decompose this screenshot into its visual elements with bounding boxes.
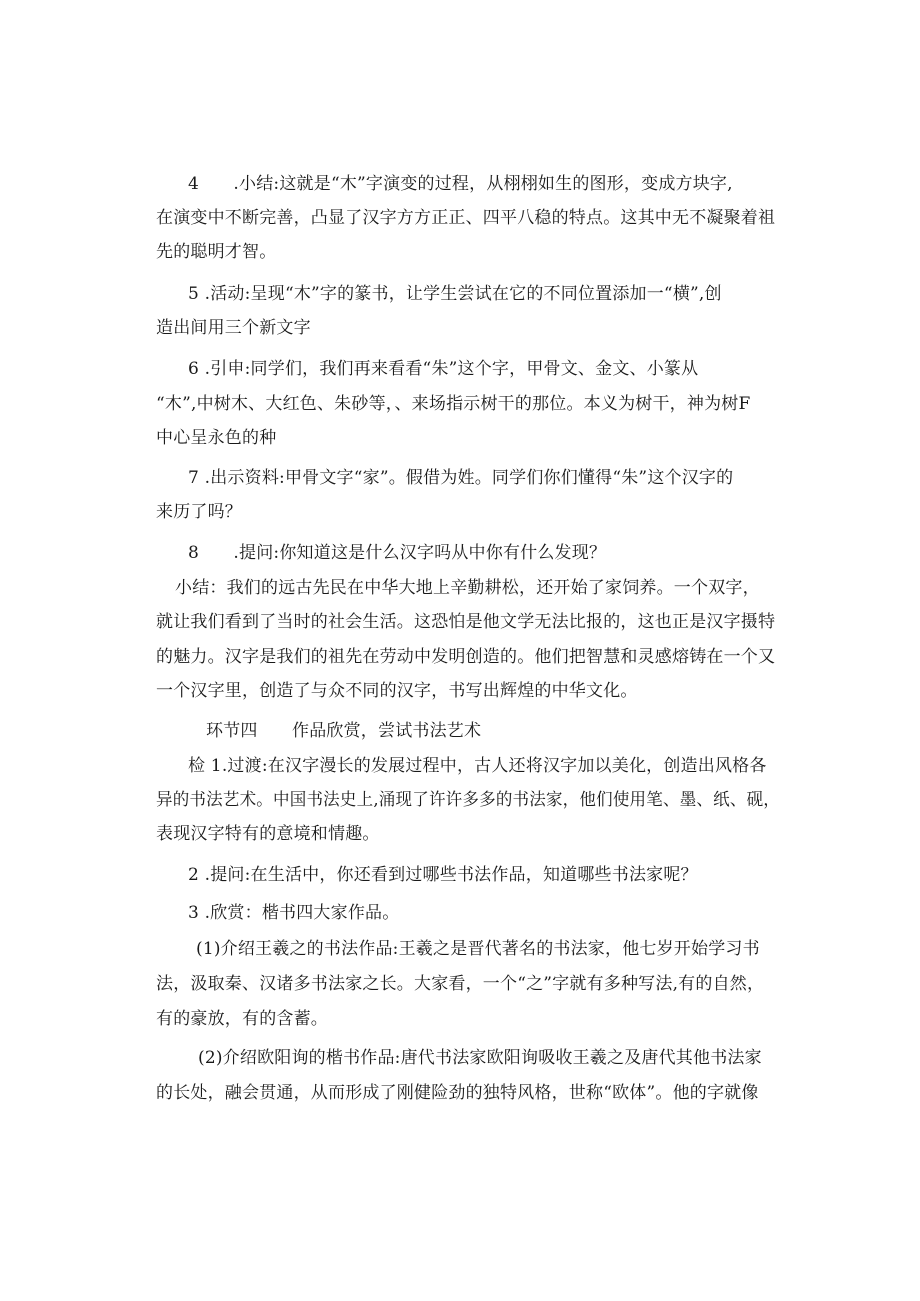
paragraph-line: 的魅力。汉字是我们的祖先在劳动中发明创造的。他们把智慧和灵感熔铸在一个又 [156, 647, 776, 667]
paragraph-line: 检 1.过渡:在汉字漫长的发展过程中，古人还将汉字加以美化，创造出风格各 [188, 756, 767, 776]
paragraph-line: 表现汉字特有的意境和情趣。 [156, 824, 380, 844]
paragraph-line: 先的聪明才智。 [156, 242, 277, 262]
paragraph-line: 异的书法艺术。中国书法史上,涌现了许许多多的书法家，他们使用笔、墨、纸、砚， [156, 790, 781, 810]
paragraph-line: 在演变中不断完善，凸显了汉字方方正正、四平八稳的特点。这其中无不凝聚着祖 [156, 208, 776, 228]
paragraph-line: 一个汉字里，创造了与众不同的汉字，书写出辉煌的中华文化。 [156, 681, 638, 701]
paragraph-line: 造出间用三个新文字 [156, 318, 311, 338]
paragraph-line: 3 .欣赏：楷书四大家作品。 [188, 903, 400, 923]
paragraph-line: (2)介绍欧阳询的楷书作品:唐代书法家欧阳询吸收王羲之及唐代其他书法家 [198, 1048, 762, 1068]
paragraph-line: 4 .小结:这就是“木”字演变的过程，从栩栩如生的图形，变成方块字, [188, 174, 733, 194]
paragraph-line: 的长处，融会贯通，从而形成了刚健险劲的独特风格，世称“欧体”。他的字就像 [156, 1083, 759, 1103]
paragraph-line: 中心呈永色的种 [156, 428, 277, 448]
paragraph-line: 法，汲取秦、汉诸多书法家之长。大家看，一个“之”字就有多种写法,有的自然， [156, 974, 765, 994]
paragraph-line: 7 .出示资料:甲骨文字“家”。假借为姓。同学们你们懂得“朱”这个汉字的 [188, 468, 734, 488]
paragraph-line: 小结：我们的远古先民在中华大地上辛勤耕松，还开始了家饲养。一个双字， [175, 578, 760, 598]
paragraph-line: (1)介绍王羲之的书法作品:王羲之是晋代著名的书法家，他七岁开始学习书 [196, 939, 760, 959]
paragraph-line: 5 .活动:呈现“木”字的篆书，让学生尝试在它的不同位置添加一“横”,创 [188, 284, 722, 304]
paragraph-line: 8 .提问:你知道这是什么汉字吗从中你有什么发现？ [188, 543, 607, 563]
section-heading: 环节四 作品欣赏，尝试书法艺术 [206, 721, 482, 741]
paragraph-line: 2 .提问:在生活中，你还看到过哪些书法作品，知道哪些书法家呢？ [188, 865, 698, 885]
paragraph-line: 有的豪放，有的含蓄。 [156, 1009, 328, 1029]
paragraph-line: 来历了吗？ [156, 502, 242, 522]
paragraph-line: 6 .引申:同学们，我们再来看看“朱”这个字，甲骨文、金文、小篆从 [188, 359, 699, 379]
paragraph-line: “木”,中树木、大红色、朱砂等，、来场指示树干的那位。本义为树干，神为树F [156, 394, 751, 414]
paragraph-line: 就让我们看到了当时的社会生活。这恐怕是他文学无法比报的，这也正是汉字摄特 [156, 612, 776, 632]
